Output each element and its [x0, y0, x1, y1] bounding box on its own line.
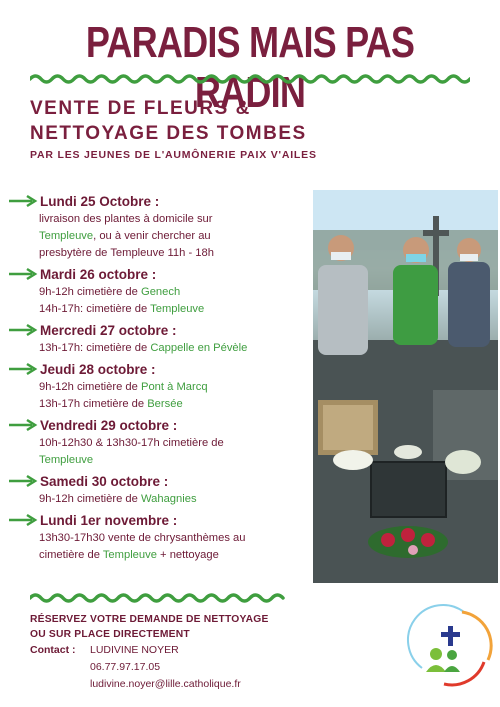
- page-title: PARADIS MAIS PAS RADIN: [85, 18, 415, 117]
- schedule-text: presbytère de Templeuve 11h - 18h: [39, 247, 214, 259]
- schedule-text: livraison des plantes à domicile sur: [39, 213, 213, 225]
- schedule-text: 9h-12h cimetière de: [39, 493, 141, 505]
- schedule-text: 9h-12h cimetière de: [39, 381, 141, 393]
- subtitle-line-1: VENTE DE FLEURS &: [30, 98, 251, 119]
- reservation-line-1: RÉSERVEZ VOTRE DEMANDE DE NETTOYAGE: [30, 614, 269, 625]
- schedule-day-title: Mercredi 27 octobre :: [40, 322, 177, 338]
- photo-youth-at-cemetery: [313, 190, 498, 583]
- bottom-wave-divider: [30, 592, 285, 604]
- schedule-day-header: [8, 510, 308, 530]
- schedule-line: [8, 340, 308, 357]
- top-wave-divider: [30, 73, 470, 85]
- schedule-day-header: [8, 359, 308, 379]
- arrow-right-icon: [8, 267, 38, 281]
- schedule-day-header: [8, 320, 308, 340]
- schedule-text: , ou à venir chercher au: [93, 230, 211, 242]
- contact-label: Contact :: [30, 644, 76, 656]
- schedule-day: [8, 510, 308, 564]
- schedule-text: 13h-17h cimetière de: [39, 398, 148, 410]
- schedule-day-title: Lundi 25 Octobre :: [40, 193, 160, 209]
- schedule-line: [8, 245, 308, 262]
- schedule-day-header: [8, 415, 308, 435]
- schedule-day-title: Mardi 26 octobre :: [40, 266, 157, 282]
- schedule-day: [8, 264, 308, 318]
- aumonerie-logo: [404, 598, 496, 690]
- contact-phone: 06.77.97.17.05: [90, 661, 161, 673]
- byline: PAR LES JEUNES DE L'AUMÔNERIE PAIX V'AILES: [30, 149, 317, 161]
- schedule-line: [8, 284, 308, 301]
- place-name: Templeuve: [102, 549, 157, 561]
- reservation-line-2: OU SUR PLACE DIRECTEMENT: [30, 629, 190, 640]
- schedule-line: [8, 547, 308, 564]
- arrow-right-icon: [8, 418, 38, 432]
- reservation-notice: [30, 612, 330, 642]
- event-subtitle: [30, 96, 470, 146]
- schedule-line: [8, 396, 308, 413]
- schedule-text: + nettoyage: [156, 549, 219, 561]
- schedule-day-title: Samedi 30 octobre :: [40, 473, 169, 489]
- schedule-day-header: [8, 471, 308, 491]
- arrow-right-icon: [8, 362, 38, 376]
- contact-name: LUDIVINE NOYER: [90, 644, 179, 656]
- place-name: Templeuve: [150, 303, 205, 315]
- schedule-day: [8, 415, 308, 469]
- schedule-day-header: [8, 191, 308, 211]
- arrow-right-icon: [8, 513, 38, 527]
- schedule-day-header: [8, 264, 308, 284]
- schedule-line: [8, 228, 308, 245]
- schedule-text: 13h-17h: cimetière de: [39, 342, 151, 354]
- schedule-day-title: Jeudi 28 octobre :: [40, 361, 156, 377]
- contact-block: [30, 642, 241, 693]
- schedule-line: [8, 211, 308, 228]
- schedule-text: 13h30-17h30 vente de chrysanthèmes au: [39, 532, 246, 544]
- schedule-day-title: Lundi 1er novembre :: [40, 512, 178, 528]
- place-name: Bersée: [147, 398, 183, 410]
- schedule-line: [8, 452, 308, 469]
- place-name: Cappelle en Pévèle: [150, 342, 248, 354]
- schedule-day: [8, 320, 308, 357]
- contact-email: ludivine.noyer@lille.catholique.fr: [90, 678, 241, 690]
- place-name: Templeuve: [39, 230, 94, 242]
- schedule-line: [8, 491, 308, 508]
- schedule-day-title: Vendredi 29 octobre :: [40, 417, 178, 433]
- arrow-right-icon: [8, 474, 38, 488]
- schedule-day: [8, 191, 308, 262]
- schedule-line: [8, 435, 308, 452]
- schedule-day: [8, 359, 308, 413]
- place-name: Genech: [141, 286, 181, 298]
- place-name: Templeuve: [39, 454, 94, 466]
- schedule-day: [8, 471, 308, 508]
- arrow-right-icon: [8, 194, 38, 208]
- schedule-line: [8, 301, 308, 318]
- schedule-text: 14h-17h: cimetière de: [39, 303, 151, 315]
- schedule-list: [8, 191, 308, 566]
- place-name: Wahagnies: [141, 493, 197, 505]
- schedule-line: [8, 530, 308, 547]
- schedule-text: cimetière de: [39, 549, 103, 561]
- subtitle-line-2: NETTOYAGE DES TOMBES: [30, 123, 307, 144]
- schedule-line: [8, 379, 308, 396]
- schedule-text: 10h-12h30 & 13h30-17h cimetière de: [39, 437, 224, 449]
- place-name: Pont à Marcq: [141, 381, 208, 393]
- schedule-text: 9h-12h cimetière de: [39, 286, 141, 298]
- arrow-right-icon: [8, 323, 38, 337]
